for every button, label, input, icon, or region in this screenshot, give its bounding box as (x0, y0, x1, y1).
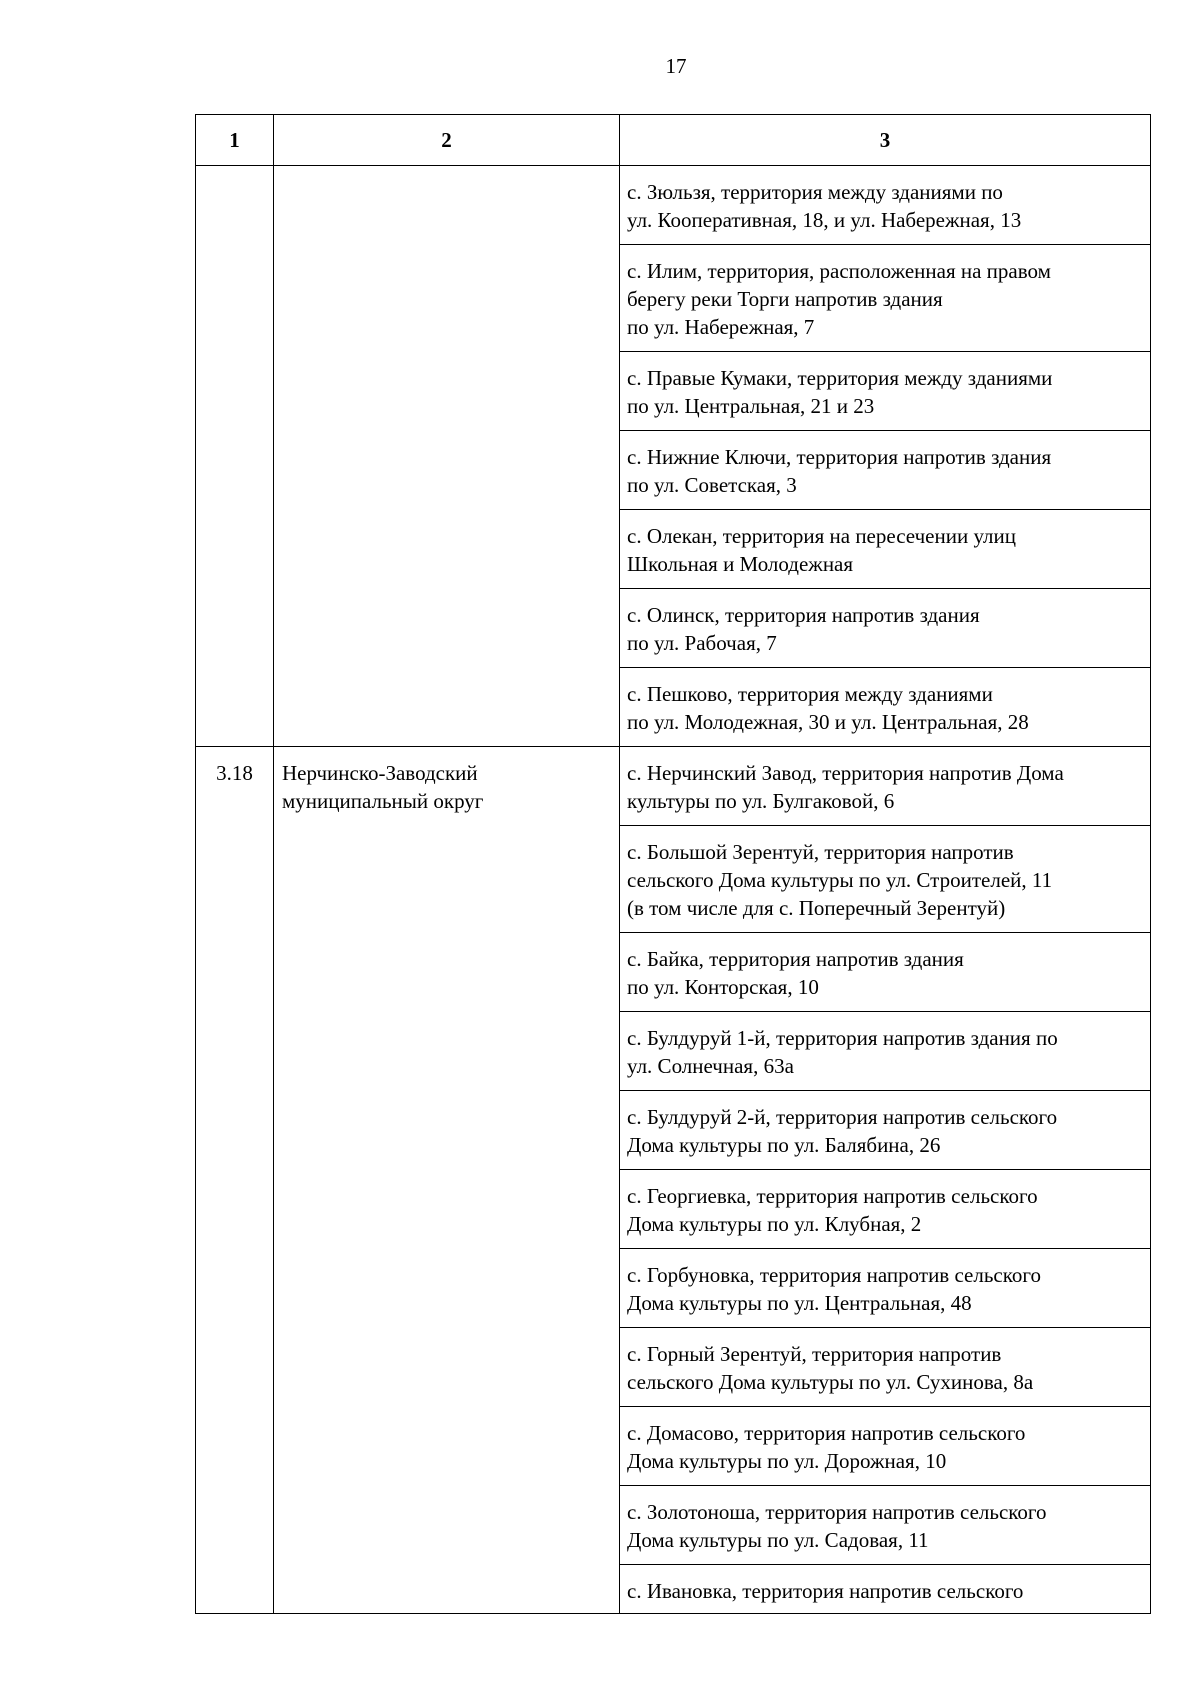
page-number: 17 (665, 54, 687, 78)
cell-text-line: с. Георгиевка, территория напротив сельского (627, 1184, 1038, 1208)
location-cell (620, 1170, 1151, 1249)
cell-text-line: Школьная и Молодежная (627, 552, 854, 576)
cell-text-line: ул. Солнечная, 63а (627, 1054, 794, 1078)
location-cell (620, 933, 1151, 1012)
location-cell (620, 1486, 1151, 1565)
cell-text-line: с. Пешково, территория между зданиями (627, 682, 993, 706)
cell-text-line: с. Нижние Ключи, территория напротив здания (627, 445, 1052, 469)
cell-text-line: с. Ивановка, территория напротив сельского (627, 1579, 1024, 1603)
blank-number-cell (196, 166, 274, 747)
location-cell (620, 245, 1151, 352)
cell-text-line: с. Байка, территория напротив здания (627, 947, 964, 971)
cell-text-line: по ул. Конторская, 10 (627, 975, 819, 999)
location-cell (620, 1407, 1151, 1486)
cell-text-line: (в том числе для с. Поперечный Зерентуй) (627, 896, 1006, 920)
cell-text-line: с. Олекан, территория на пересечении улиц (627, 524, 1016, 548)
cell-text-line: Дома культуры по ул. Балябина, 26 (627, 1133, 941, 1157)
blank-district-cell (274, 166, 620, 747)
cell-text-line: с. Правые Кумаки, территория между зданиями (627, 366, 1053, 390)
location-cell (620, 431, 1151, 510)
location-cell (620, 668, 1151, 747)
cell-text-line: по ул. Рабочая, 7 (627, 631, 777, 655)
cell-text-line: Дома культуры по ул. Центральная, 48 (627, 1291, 972, 1315)
location-cell (620, 510, 1151, 589)
cell-text-line: с. Нерчинский Завод, территория напротив Дома (627, 761, 1064, 785)
cell-text-line: по ул. Советская, 3 (627, 473, 797, 497)
location-cell (620, 352, 1151, 431)
location-cell (620, 589, 1151, 668)
cell-text-line: Дома культуры по ул. Дорожная, 10 (627, 1449, 947, 1473)
district-name-line: Нерчинско-Заводский (282, 761, 478, 785)
location-cell (620, 747, 1151, 826)
cell-text-line: Дома культуры по ул. Клубная, 2 (627, 1212, 922, 1236)
district-name-line: муниципальный округ (282, 789, 484, 813)
cell-text-line: с. Большой Зерентуй, территория напротив (627, 840, 1014, 864)
location-cell (620, 1091, 1151, 1170)
location-cell (620, 166, 1151, 245)
column-header-1: 1 (196, 115, 274, 166)
cell-text-line: с. Горный Зерентуй, территория напротив (627, 1342, 1002, 1366)
locations-table (195, 114, 1151, 1614)
cell-text-line: с. Булдуруй 1-й, территория напротив здания по (627, 1026, 1058, 1050)
cell-text-line: с. Булдуруй 2-й, территория напротив сельского (627, 1105, 1058, 1129)
cell-text-line: Дома культуры по ул. Садовая, 11 (627, 1528, 929, 1552)
table-row (196, 166, 1151, 245)
cell-text-line: с. Золотоноша, территория напротив сельского (627, 1500, 1047, 1524)
cell-text-line: с. Зюльзя, территория между зданиями по (627, 180, 1003, 204)
table-row (196, 747, 1151, 826)
cell-text-line: с. Домасово, территория напротив сельского (627, 1421, 1026, 1445)
cell-text-line: берегу реки Торги напротив здания (627, 287, 943, 311)
column-header-3: 3 (620, 115, 1151, 166)
district-name (274, 747, 620, 1614)
column-header-2: 2 (274, 115, 620, 166)
cell-text-line: по ул. Центральная, 21 и 23 (627, 394, 875, 418)
cell-text-line: культуры по ул. Булгаковой, 6 (627, 789, 895, 813)
cell-text-line: с. Илим, территория, расположенная на правом (627, 259, 1051, 283)
cell-text-line: ул. Кооперативная, 18, и ул. Набережная, 13 (627, 208, 1022, 232)
location-cell (620, 1328, 1151, 1407)
cell-text-line: сельского Дома культуры по ул. Строителей, 11 (627, 868, 1053, 892)
cell-text-line: с. Горбуновка, территория напротив сельского (627, 1263, 1041, 1287)
district-number: 3.18 (196, 747, 274, 1614)
cell-text-line: по ул. Набережная, 7 (627, 315, 815, 339)
location-cell (620, 1249, 1151, 1328)
location-cell (620, 1012, 1151, 1091)
cell-text-line: сельского Дома культуры по ул. Сухинова, 8а (627, 1370, 1034, 1394)
location-cell (620, 1565, 1151, 1614)
table-header-row (196, 115, 1151, 166)
location-cell (620, 826, 1151, 933)
cell-text-line: с. Олинск, территория напротив здания (627, 603, 980, 627)
cell-text-line: по ул. Молодежная, 30 и ул. Центральная, 28 (627, 710, 1029, 734)
